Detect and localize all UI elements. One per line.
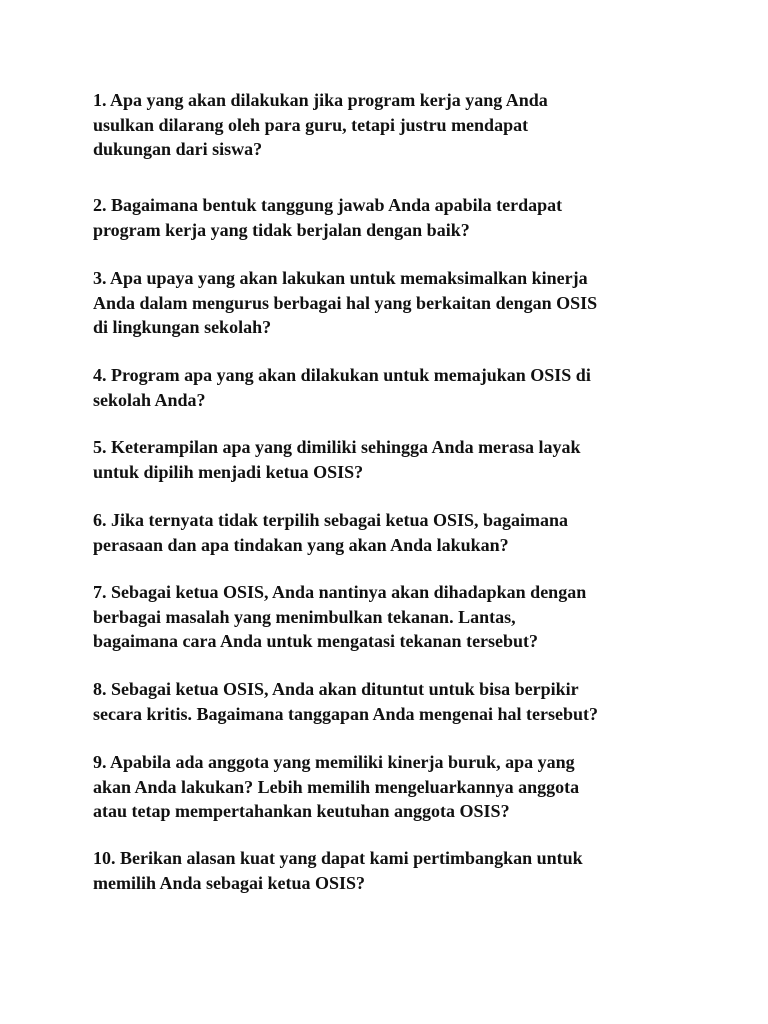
question-7: 7. Sebagai ketua OSIS, Anda nantinya akan dihadapkan dengan berbagai masalah yang menimbulkan tekanan. Lantas, bagaimana cara Anda untuk mengatasi tekanan tersebut? — [93, 582, 587, 651]
question-10: 10. Berikan alasan kuat yang dapat kami pertimbangkan untuk memilih Anda sebagai ketua OSIS? — [93, 848, 583, 893]
question-4: 4. Program apa yang akan dilakukan untuk memajukan OSIS di sekolah Anda? — [93, 365, 591, 410]
question-1: 1. Apa yang akan dilakukan jika program kerja yang Anda usulkan dilarang oleh para guru, tetapi justru mendapat dukungan dari siswa? — [93, 90, 548, 159]
question-2: 2. Bagaimana bentuk tanggung jawab Anda apabila terdapat program kerja yang tidak berjalan dengan baik? — [93, 195, 563, 240]
question-9: 9. Apabila ada anggota yang memiliki kinerja buruk, apa yang akan Anda lakukan? Lebih memilih mengeluarkannya anggota atau tetap mempertahankan keutuhan anggota OSIS? — [93, 752, 580, 821]
question-8: 8. Sebagai ketua OSIS, Anda akan dituntut untuk bisa berpikir secara kritis. Bagaimana tanggapan Anda mengenai hal tersebut? — [93, 679, 599, 724]
question-6: 6. Jika ternyata tidak terpilih sebagai ketua OSIS, bagaimana perasaan dan apa tindakan yang akan Anda lakukan? — [93, 510, 569, 555]
question-5: 5. Keterampilan apa yang dimiliki sehingga Anda merasa layak untuk dipilih menjadi ketua OSIS? — [93, 437, 581, 482]
question-3: 3. Apa upaya yang akan lakukan untuk memaksimalkan kinerja Anda dalam mengurus berbagai hal yang berkaitan dengan OSIS di lingkungan sekolah? — [93, 268, 598, 337]
